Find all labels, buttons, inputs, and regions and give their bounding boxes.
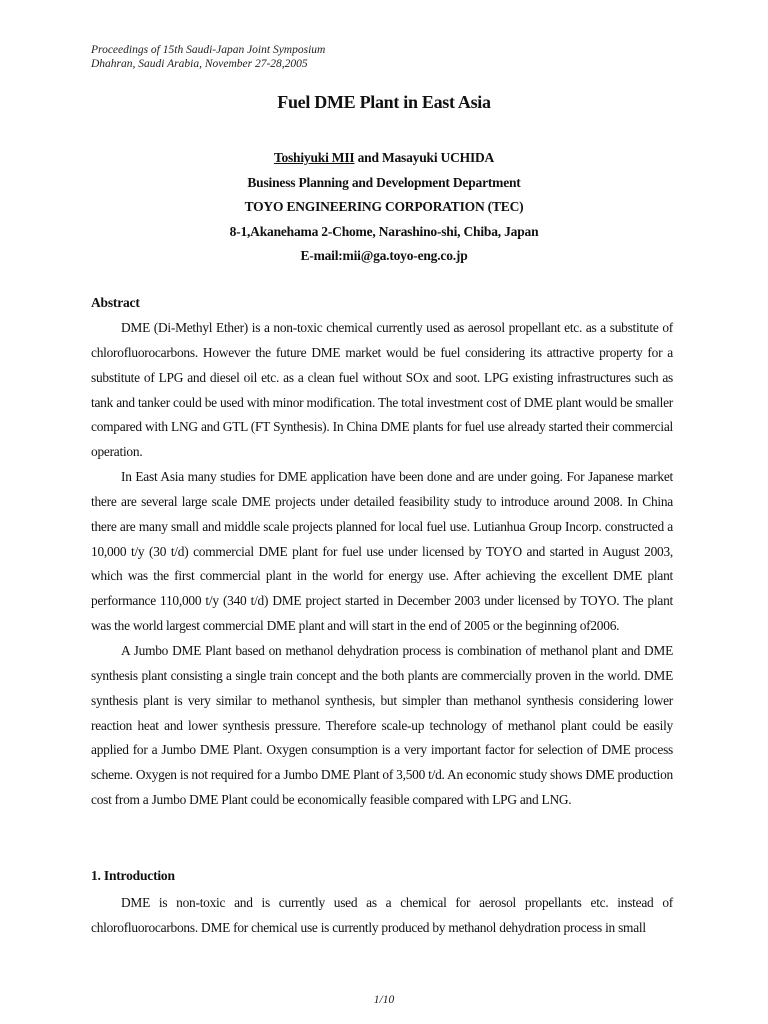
introduction-paragraph: DME is non-toxic and is currently used as a chemical for aerosol propellants etc. instead of chlorofluorocarbons. DME for chemical use is currently produced by methanol dehydration process in small — [91, 895, 673, 935]
abstract-heading: Abstract — [91, 295, 140, 310]
abstract-paragraph: A Jumbo DME Plant based on methanol dehydration process is combination of methanol plant and DME synthesis plant consisting a single train concept and the both plants are commercially proven in the world. DME synthesis plant is very similar to methanol synthesis, but simpler than methanol synthesis considering lower reaction heat and lower synthesis pressure. Therefore scale-up technology of methanol plant could be easily applied for a Jumbo DME Plant. Oxygen consumption is a very important factor for selection of DME process scheme. Oxygen is not required for a Jumbo DME Plant of 3,500 t/d. An economic study shows DME production cost from a Jumbo DME Plant could be economically feasible compared with LPG and LNG. — [91, 642, 673, 808]
abstract-paragraph: DME (Di-Methyl Ether) is a non-toxic chemical currently used as aerosol propellant etc. as a substitute of chlorofluorocarbons. However the future DME market would be fuel considering its attractive property for a substitute of LPG and diesel oil etc. as a clean fuel without SOx and soot. LPG existing infrastructures such as tank and tanker could be used with minor modification. The total investment cost of DME plant would be smaller compared with LNG and GTL (FT Synthesis). In China DME plants for fuel use already started their commercial operation. — [91, 320, 673, 460]
page-number: 1/10 — [373, 994, 395, 1006]
address: 8-1,Akanehama 2-Chome, Narashino-shi, Chiba, Japan — [229, 223, 539, 239]
header-line-2: Dhahran, Saudi Arabia, November 27-28,2005 — [91, 58, 308, 70]
abstract-paragraph: In East Asia many studies for DME application have been done and are under going. For Japanese market there are several large scale DME projects under detailed feasibility study to introduce around 2008. In China there are many small and middle scale projects planned for local fuel use. Lutianhua Group Incorp. constructed a 10,000 t/y (30 t/d) commercial DME plant for fuel use under licensed by TOYO and started in August 2003, which was the first commercial plant in the world for energy use. After achieving the excellent DME plant performance 110,000 t/y (340 t/d) DME project started in December 2003 under licensed by TOYO. The plant was the world largest commercial DME plant and will start in the end of 2005 or the beginning of2006. — [91, 469, 673, 634]
department: Business Planning and Development Department — [247, 174, 521, 190]
author-name-1: Toshiyuki MII — [273, 150, 355, 165]
paper-title: Fuel DME Plant in East Asia — [277, 92, 491, 112]
author-block — [0, 146, 768, 269]
header-line-1: Proceedings of 15th Saudi-Japan Joint Symposium — [91, 44, 326, 56]
proceedings-header — [91, 43, 325, 71]
abstract-body — [91, 316, 673, 813]
author-name-2: and Masayuki UCHIDA — [354, 150, 495, 165]
introduction-body — [91, 891, 673, 941]
author-line — [0, 146, 768, 171]
introduction-heading: 1. Introduction — [91, 868, 175, 883]
email: E-mail:mii@ga.toyo-eng.co.jp — [300, 248, 468, 263]
company: TOYO ENGINEERING CORPORATION (TEC) — [244, 199, 524, 214]
